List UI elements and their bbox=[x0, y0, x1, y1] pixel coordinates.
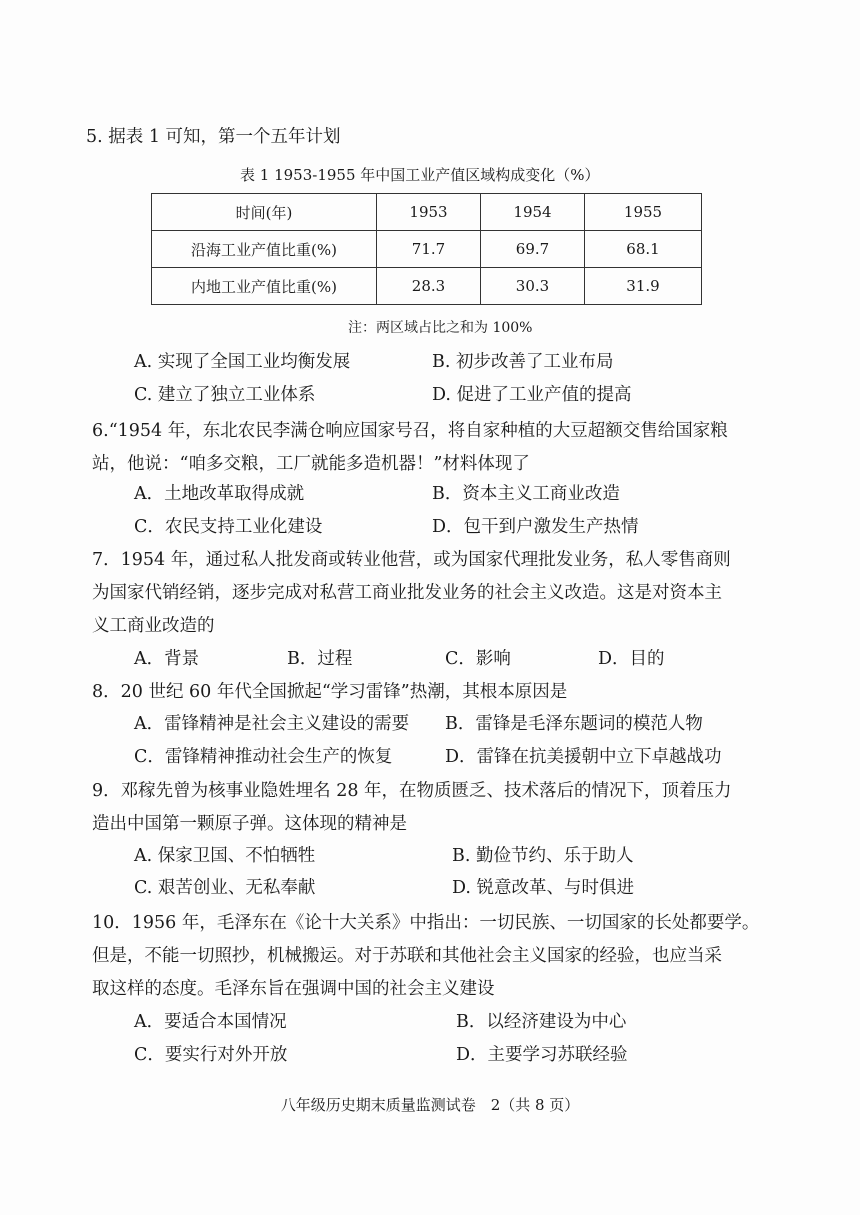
table-cell: 内地工业产值比重(%) bbox=[152, 268, 377, 305]
q10-option-c[interactable]: C．要实行对外开放 bbox=[134, 1045, 288, 1065]
table-cell: 71.7 bbox=[377, 231, 481, 268]
table-cell: 28.3 bbox=[377, 268, 481, 305]
q5-stem: 5. 据表 1 可知，第一个五年计划 bbox=[86, 127, 341, 147]
q9-option-d[interactable]: D. 锐意改革、与时俱进 bbox=[452, 878, 635, 898]
table-header-cell: 1954 bbox=[481, 194, 585, 231]
q7-stem-line: 为国家代销经销，逐步完成对私营工商业批发业务的社会主义改造。这是对资本主 bbox=[92, 583, 722, 603]
q5-option-c[interactable]: C. 建立了独立工业体系 bbox=[134, 385, 316, 405]
q9-option-a[interactable]: A. 保家卫国、不怕牺牲 bbox=[134, 846, 316, 866]
q7-stem-line: 7．1954 年，通过私人批发商或转业他营，或为国家代理批发业务，私人零售商则 bbox=[92, 550, 731, 570]
q6-option-a[interactable]: A．土地改革取得成就 bbox=[134, 484, 305, 504]
q6-option-b[interactable]: B．资本主义工商业改造 bbox=[432, 484, 620, 504]
q8-option-c[interactable]: C．雷锋精神推动社会生产的恢复 bbox=[134, 747, 393, 767]
q9-option-c[interactable]: C. 艰苦创业、无私奉献 bbox=[134, 878, 316, 898]
table-header-row bbox=[152, 194, 702, 231]
q10-stem-line: 但是，不能一切照抄，机械搬运。对于苏联和其他社会主义国家的经验，也应当采 bbox=[92, 946, 722, 966]
q9-stem-line: 造出中国第一颗原子弹。这体现的精神是 bbox=[92, 814, 407, 834]
table-header-cell: 时间(年) bbox=[152, 194, 377, 231]
q8-option-b[interactable]: B．雷锋是毛泽东题词的模范人物 bbox=[445, 714, 703, 734]
q10-stem-line: 10．1956 年，毛泽东在《论十大关系》中指出：一切民族、一切国家的长处都要学。 bbox=[92, 913, 760, 933]
q10-option-d[interactable]: D．主要学习苏联经验 bbox=[456, 1045, 628, 1065]
q10-option-b[interactable]: B．以经济建设为中心 bbox=[456, 1012, 627, 1032]
q10-option-a[interactable]: A．要适合本国情况 bbox=[134, 1012, 287, 1032]
table-cell: 沿海工业产值比重(%) bbox=[152, 231, 377, 268]
table-cell: 31.9 bbox=[585, 268, 702, 305]
q7-option-b[interactable]: B．过程 bbox=[287, 649, 353, 669]
q7-stem-line: 义工商业改造的 bbox=[92, 616, 215, 636]
q7-option-a[interactable]: A．背景 bbox=[134, 649, 200, 669]
q7-option-d[interactable]: D．目的 bbox=[598, 649, 665, 669]
table-header-cell: 1955 bbox=[585, 194, 702, 231]
table-cell: 68.1 bbox=[585, 231, 702, 268]
table-note: 注：两区域占比之和为 100% bbox=[348, 320, 533, 336]
q8-stem-line: 8．20 世纪 60 年代全国掀起“学习雷锋”热潮，其根本原因是 bbox=[92, 682, 568, 702]
table-row bbox=[152, 231, 702, 268]
q9-stem-line: 9．邓稼先曾为核事业隐姓埋名 28 年，在物质匮乏、技术落后的情况下，顶着压力 bbox=[92, 781, 732, 801]
table-header-cell: 1953 bbox=[377, 194, 481, 231]
table-cell: 69.7 bbox=[481, 231, 585, 268]
q6-option-c[interactable]: C．农民支持工业化建设 bbox=[134, 517, 323, 537]
q7-option-c[interactable]: C．影响 bbox=[445, 649, 511, 669]
q8-option-d[interactable]: D．雷锋在抗美援朝中立下卓越战功 bbox=[445, 747, 722, 767]
q8-option-a[interactable]: A．雷锋精神是社会主义建设的需要 bbox=[134, 714, 410, 734]
page-footer: 八年级历史期末质量监测试卷 2（共 8 页） bbox=[280, 1096, 580, 1114]
q9-option-b[interactable]: B. 勤俭节约、乐于助人 bbox=[452, 846, 634, 866]
table-row bbox=[152, 268, 702, 305]
q6-option-d[interactable]: D．包干到户激发生产热情 bbox=[432, 517, 639, 537]
q5-option-b[interactable]: B. 初步改善了工业布局 bbox=[432, 352, 614, 372]
industry-output-table bbox=[151, 193, 702, 305]
table-caption: 表 1 1953-1955 年中国工业产值区域构成变化（%） bbox=[240, 166, 600, 184]
q5-option-d[interactable]: D. 促进了工业产值的提高 bbox=[432, 385, 632, 405]
q10-stem-line: 取这样的态度。毛泽东旨在强调中国的社会主义建设 bbox=[92, 979, 495, 999]
q6-stem-line: 站，他说：“咱多交粮，工厂就能多造机器！”材料体现了 bbox=[92, 454, 530, 474]
q6-stem-line: 6.“1954 年，东北农民李满仓响应国家号召，将自家种植的大豆超额交售给国家粮 bbox=[92, 421, 728, 441]
table-cell: 30.3 bbox=[481, 268, 585, 305]
q5-option-a[interactable]: A. 实现了全国工业均衡发展 bbox=[134, 352, 351, 372]
